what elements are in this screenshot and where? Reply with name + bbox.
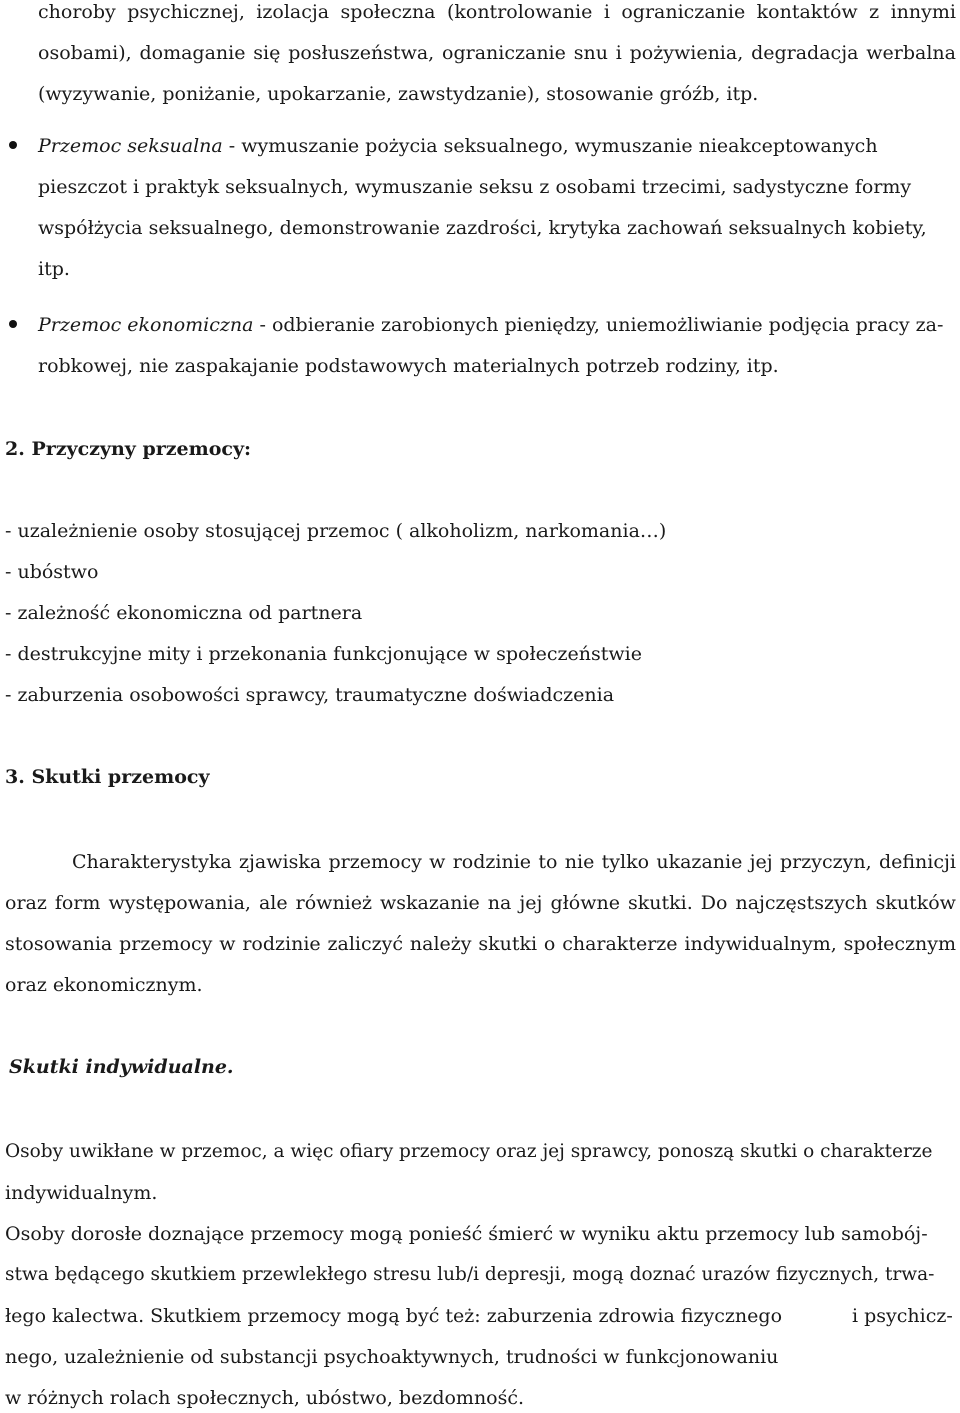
word: psychicznej, — [127, 1, 245, 23]
list-item: - ubóstwo — [5, 561, 99, 583]
bullet-term: Przemoc seksualna — [38, 135, 223, 157]
word: izolacja — [256, 1, 330, 23]
word: kontaktów — [756, 1, 858, 23]
bullet-term: Przemoc ekonomiczna — [38, 314, 254, 336]
word: i — [615, 42, 622, 64]
word: werbalna — [866, 42, 956, 64]
word: na — [487, 892, 512, 914]
word: skutki — [478, 933, 538, 955]
word: skutków — [875, 892, 956, 914]
word: rodzinie — [242, 933, 321, 955]
bullet-icon — [9, 320, 17, 328]
word: najczęstszych — [735, 892, 868, 914]
para-line-end: i psychicz- — [852, 1305, 953, 1327]
subheading-skutki-indywidualne: Skutki indywidualne. — [9, 1056, 234, 1078]
word: zaliczyć — [327, 933, 404, 955]
word: należy — [409, 933, 472, 955]
word: przemocy — [119, 933, 213, 955]
word: główne — [550, 892, 620, 914]
word: domaganie — [139, 42, 246, 64]
section-2-heading: 2. Przyczyny przemocy: — [5, 438, 252, 460]
word: osobami), — [38, 42, 132, 64]
word: Charakterystyka — [72, 851, 232, 873]
word: posłuszeństwa, — [288, 42, 435, 64]
list-item: - zaburzenia osobowości sprawcy, traumatyczne doświadczenia — [5, 684, 615, 706]
word: wskazanie — [380, 892, 480, 914]
word: rodzinie — [452, 851, 532, 873]
word: się — [253, 42, 281, 64]
word: z — [869, 1, 880, 23]
word: jej — [749, 851, 773, 873]
para-line — [72, 850, 956, 874]
word: innymi — [890, 1, 956, 23]
text: - odbieranie zarobionych pieniędzy, uniemożliwianie podjęcia pracy za- — [253, 314, 944, 336]
word: ukazanie — [656, 851, 743, 873]
word: definicji — [878, 851, 956, 873]
bullet-1-line-1 — [38, 134, 878, 158]
text: - wymuszanie pożycia seksualnego, wymuszanie nieakceptowanych — [222, 135, 878, 157]
para-line — [5, 891, 956, 915]
word: przyczyn, — [780, 851, 872, 873]
para-line: Osoby dorosłe doznające przemocy mogą ponieść śmierć w wyniku aktu przemocy lub samobój- — [5, 1223, 928, 1245]
bullet-2-line-1 — [38, 313, 943, 337]
word: i — [603, 1, 610, 23]
para-line: Osoby uwikłane w przemoc, a więc ofiary przemocy oraz jej sprawcy, ponoszą skutki o charakterze — [5, 1141, 933, 1162]
word: (kontrolowanie — [446, 1, 593, 23]
list-item: - destrukcyjne mity i przekonania funkcjonujące w społeczeństwie — [5, 643, 642, 665]
word: jej — [519, 892, 543, 914]
bullet-1-line-2: pieszczot i praktyk seksualnych, wymuszanie seksu z osobami trzecimi, sadystyczne formy — [38, 176, 912, 198]
word: form — [54, 892, 101, 914]
word: charakterze — [562, 933, 678, 955]
bullet-2-line-2: robkowej, nie zaspakajanie podstawowych materialnych potrzeb rodziny, itp. — [38, 355, 779, 377]
word: w — [219, 933, 236, 955]
word: indywidualnym, — [684, 933, 837, 955]
word: choroby — [38, 1, 116, 23]
word: występowania, — [108, 892, 251, 914]
intro-line-3: (wyzywanie, poniżanie, upokarzanie, zawstydzanie), stosowanie gróźb, itp. — [38, 83, 759, 105]
word: tylko — [601, 851, 650, 873]
word: degradacja — [751, 42, 859, 64]
word: o — [543, 933, 556, 955]
word: oraz — [5, 892, 47, 914]
word: pożywienia, — [629, 42, 744, 64]
word: przemocy — [328, 851, 422, 873]
para-line: indywidualnym. — [5, 1182, 158, 1204]
word: również — [295, 892, 373, 914]
intro-line-2 — [38, 41, 956, 65]
word: ograniczanie — [621, 1, 746, 23]
word: społecznym — [843, 933, 956, 955]
word: nie — [564, 851, 595, 873]
word: społeczna — [340, 1, 436, 23]
intro-line-1 — [38, 0, 956, 24]
word: ograniczanie — [442, 42, 566, 64]
word: skutki. — [627, 892, 693, 914]
bullet-1-line-4: itp. — [38, 258, 70, 280]
para-line: łego kalectwa. Skutkiem przemocy mogą być też: zaburzenia zdrowia fizycznego — [5, 1305, 783, 1327]
word: stosowania — [5, 933, 113, 955]
para-line — [5, 932, 956, 956]
para-line: w różnych rolach społecznych, ubóstwo, bezdomność. — [5, 1387, 525, 1409]
word: zjawiska — [239, 851, 322, 873]
bullet-1-line-3: współżycia seksualnego, demonstrowanie zazdrości, krytyka zachowań seksualnych kobiety, — [38, 217, 927, 239]
para-line: stwa będącego skutkiem przewlekłego stresu lub/i depresji, mogą doznać urazów fizycznych, trwa- — [5, 1264, 935, 1285]
word: to — [538, 851, 558, 873]
list-item: - zależność ekonomiczna od partnera — [5, 602, 363, 624]
section-3-heading: 3. Skutki przemocy — [5, 766, 210, 788]
list-item: - uzależnienie osoby stosującej przemoc ( alkoholizm, narkomania…) — [5, 520, 667, 542]
word: w — [429, 851, 446, 873]
para-line: nego, uzależnienie od substancji psychoaktywnych, trudności w funkcjonowaniu — [5, 1346, 779, 1368]
para-line: oraz ekonomicznym. — [5, 974, 203, 996]
bullet-icon — [9, 141, 17, 149]
word: Do — [700, 892, 728, 914]
word: snu — [573, 42, 608, 64]
word: ale — [258, 892, 288, 914]
